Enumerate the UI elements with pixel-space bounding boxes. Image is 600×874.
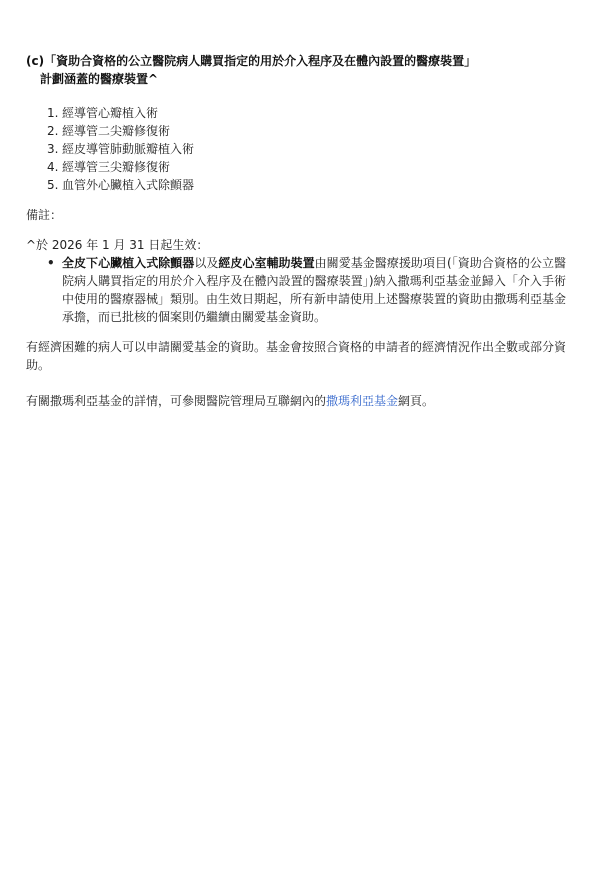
bullet-body-text: 由關愛基金醫療援助項目(「資助合資格的公立醫院病人購買指定的用於介入程序及在體內設置的醫療裝置」)納入撒瑪利亞基金並歸入「介入手術中使用的醫療器械」類別。由生效日期起，所有新申請使用上述醫療裝置的資助由撒瑪利亞基金承擔，而已批核的個案則仍繼續由關愛基金資助。 (62, 256, 567, 324)
list-item: 血管外心臟植入式除顫器 (62, 178, 195, 192)
device-list (26, 104, 566, 194)
samaritan-fund-link[interactable]: 撒瑪利亞基金 (326, 394, 399, 408)
details-paragraph (26, 392, 566, 410)
notes-title: 備註： (26, 208, 63, 222)
effective-date-note: ^於 2026 年 1 月 31 日起生效： (26, 238, 209, 252)
notes-bullet-list (26, 254, 566, 326)
connector-text: 以及 (194, 256, 219, 270)
details-text-before: 有關撒瑪利亞基金的詳情，可參閱醫院管理局互聯網內的 (26, 394, 327, 408)
heading-line-1: (c)「資助合資格的公立醫院病人購買指定的用於介入程序及在體內設置的醫療裝置」 (26, 54, 477, 68)
document-page (26, 52, 566, 410)
financial-hardship-paragraph: 有經濟困難的病人可以申請關愛基金的資助。基金會按照合資格的申請者的經濟情況作出全數或部分資助。 (26, 340, 567, 372)
list-item: 經皮導管肺動脈瓣植入術 (62, 142, 195, 156)
list-item: 經導管二尖瓣修復術 (62, 124, 171, 138)
heading-line-2: 計劃涵蓋的醫療裝置^ (40, 72, 159, 86)
device-name-bold: 經皮心室輔助裝置 (218, 256, 315, 270)
device-name-bold: 全皮下心臟植入式除顫器 (62, 256, 195, 270)
section-heading (26, 52, 566, 88)
details-text-after: 網頁。 (398, 394, 435, 408)
list-item: 經導管心瓣植入術 (62, 106, 159, 120)
list-item (62, 254, 566, 326)
list-item: 經導管三尖瓣修復術 (62, 160, 171, 174)
